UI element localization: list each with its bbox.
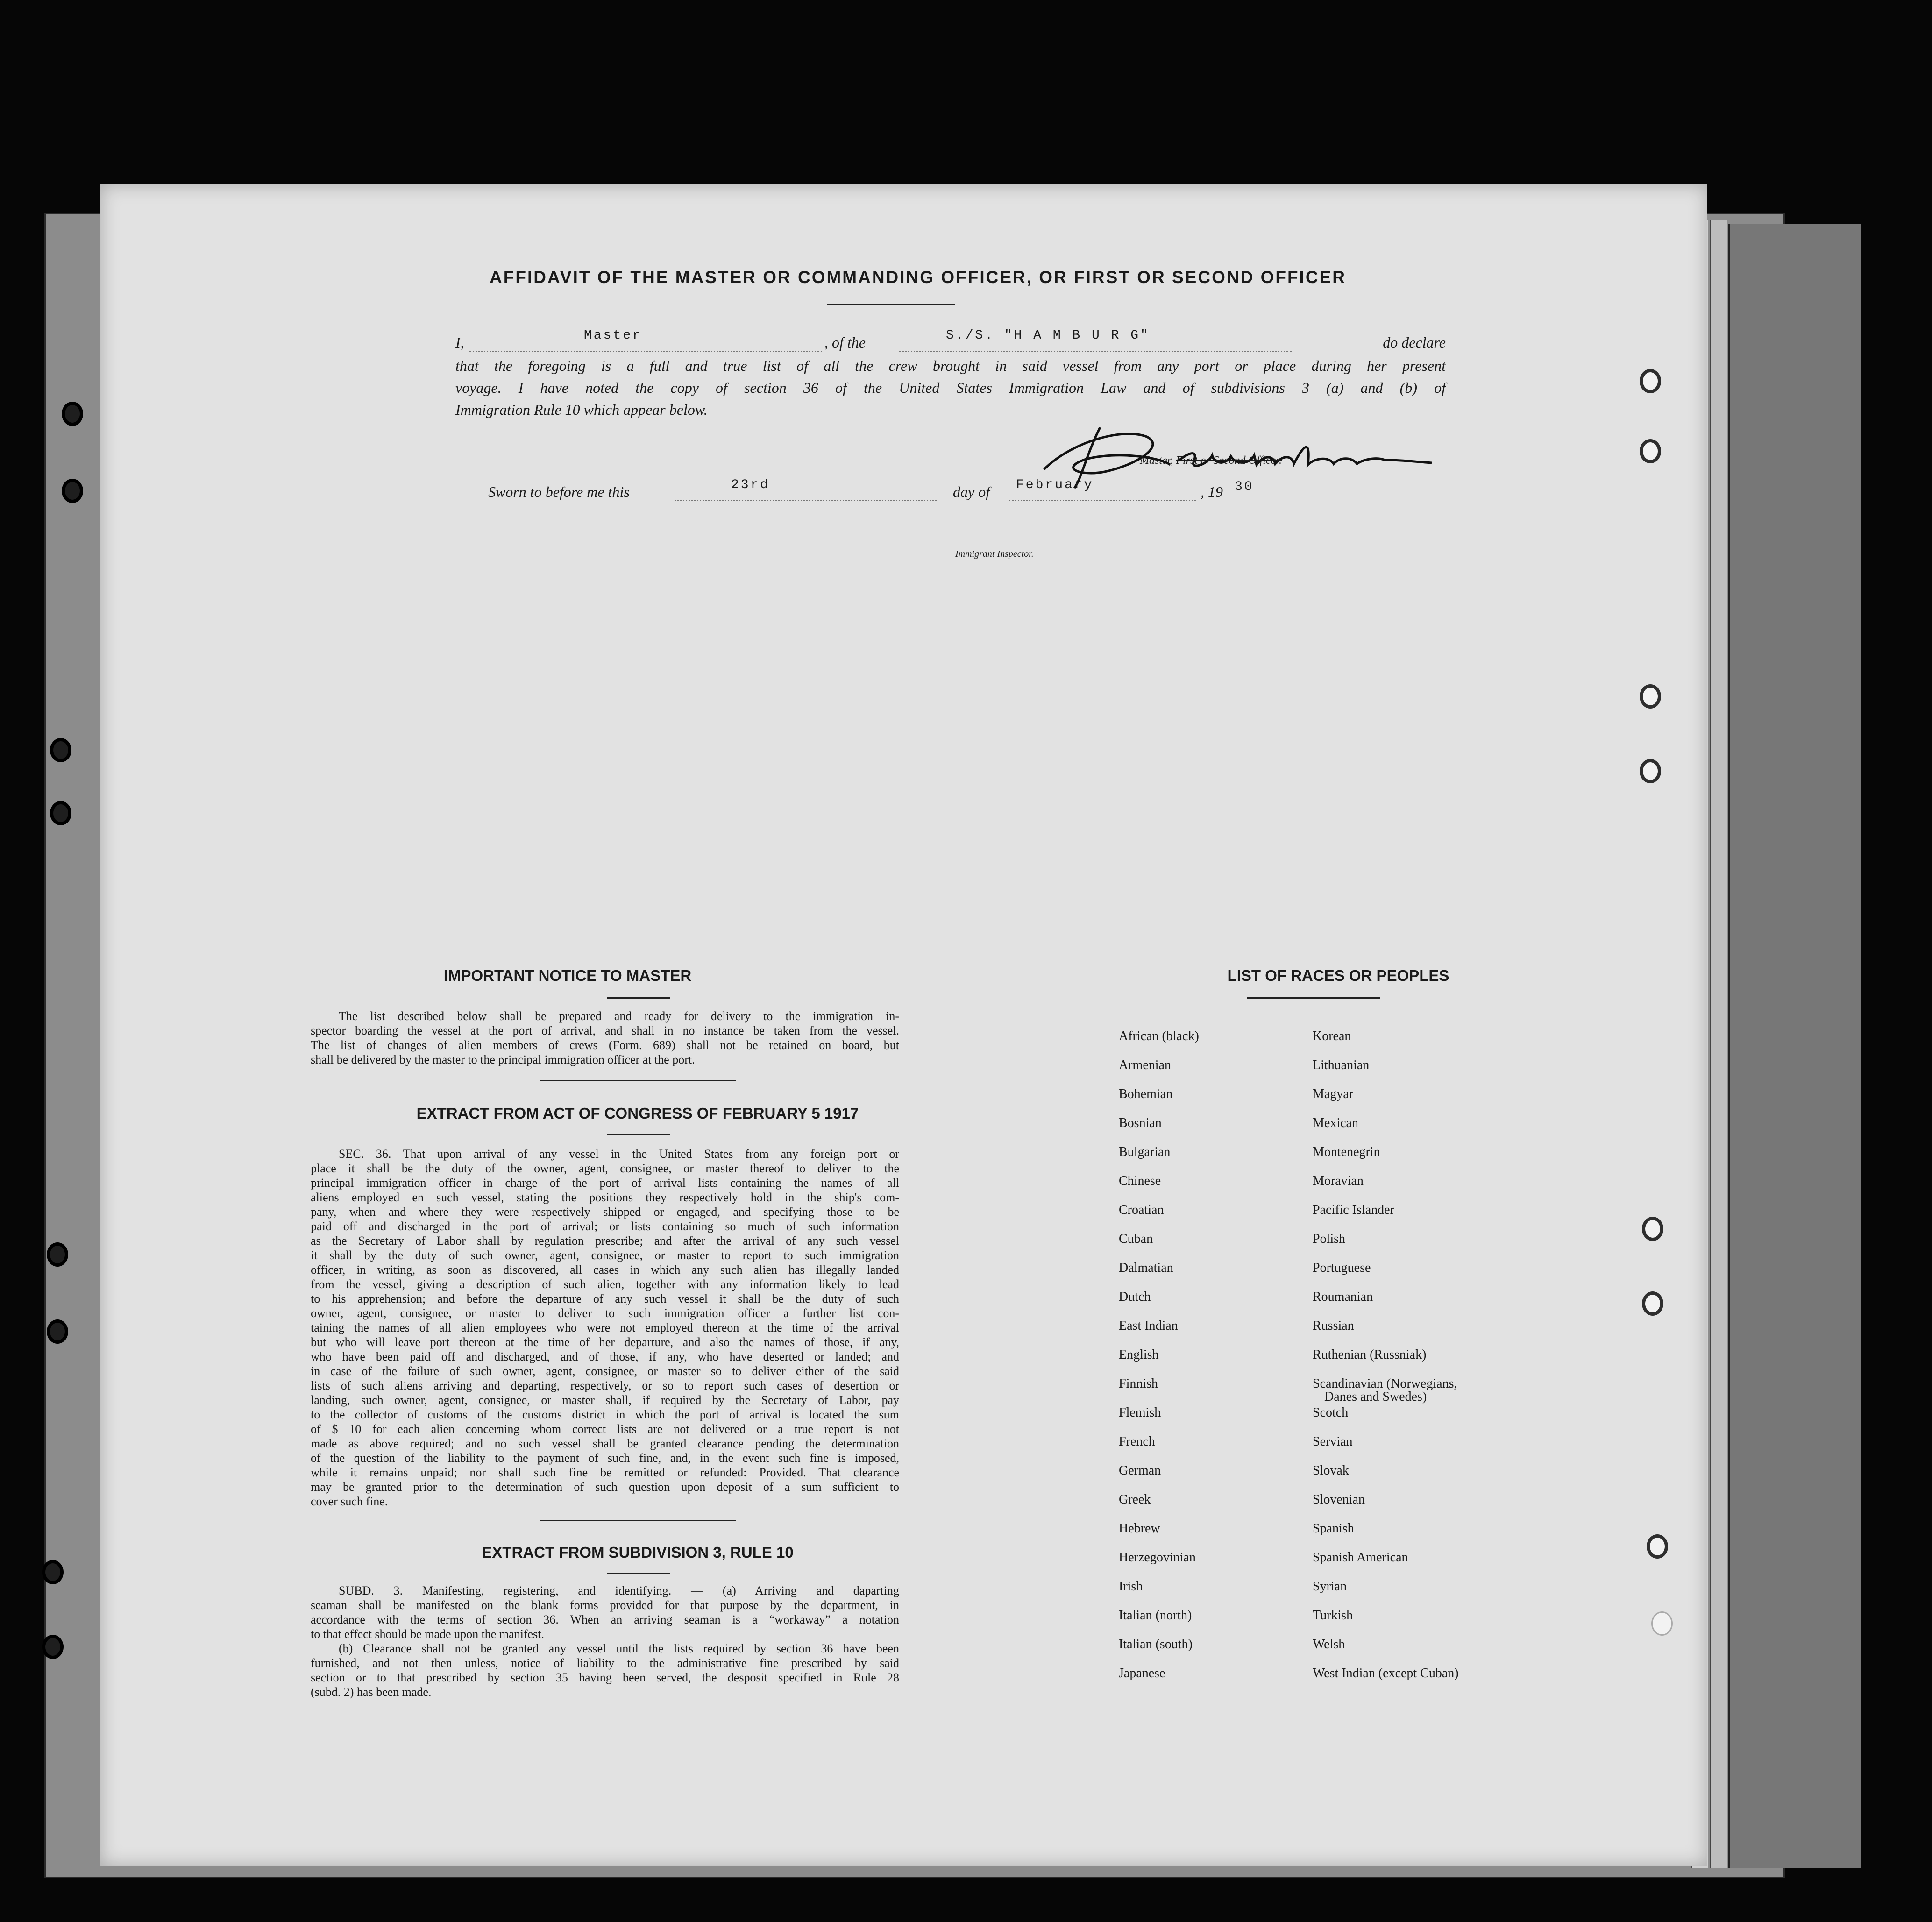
race-label: Moravian bbox=[1313, 1174, 1364, 1188]
race-label: Servian bbox=[1313, 1434, 1353, 1449]
race-label: Dalmatian bbox=[1119, 1261, 1173, 1275]
race-label: Spanish bbox=[1313, 1521, 1354, 1536]
sworn-mid: day of bbox=[953, 483, 990, 500]
race-item bbox=[1119, 1146, 1199, 1175]
sworn-day-line bbox=[675, 500, 937, 501]
race-item bbox=[1119, 1435, 1199, 1464]
paragraph-line: made as above required; and no such vessel shall be granted clearance pending the determination bbox=[311, 1437, 899, 1450]
races-underline bbox=[1247, 997, 1380, 999]
race-item bbox=[1313, 1667, 1459, 1696]
declarant-prefix: I, bbox=[455, 334, 464, 351]
paragraph-line: who have been paid off and discharged, and of those, if any, who have deserted or landed; and bbox=[311, 1350, 899, 1363]
paragraph-line: as the Secretary of Labor shall by regulation prescribe; and after the arrival of any such vessel bbox=[311, 1234, 899, 1248]
sworn-year-suffix: 30 bbox=[1235, 480, 1254, 494]
declare-text: do declare bbox=[1383, 334, 1446, 351]
race-label: Spanish American bbox=[1313, 1550, 1408, 1565]
notice-title: IMPORTANT NOTICE TO MASTER bbox=[443, 967, 692, 984]
race-label: Japanese bbox=[1119, 1666, 1165, 1681]
race-item bbox=[1313, 1493, 1459, 1522]
race-item bbox=[1313, 1262, 1459, 1291]
race-label: Russian bbox=[1313, 1319, 1354, 1333]
race-item bbox=[1119, 1406, 1199, 1435]
extract-rule-body bbox=[311, 1583, 899, 1699]
race-label: Dutch bbox=[1119, 1290, 1151, 1304]
race-label: West Indian (except Cuban) bbox=[1313, 1666, 1459, 1681]
race-item bbox=[1313, 1464, 1459, 1493]
race-label: Portuguese bbox=[1313, 1261, 1371, 1275]
vessel-prefix: , of the bbox=[824, 334, 866, 351]
race-item bbox=[1313, 1551, 1459, 1580]
binder-hole bbox=[42, 1560, 64, 1584]
paragraph-line: principal immigration officer in charge of the port of arrival lists containing the names of all bbox=[311, 1176, 899, 1190]
paragraph-line: of the question of the liability to the payment of such fine, and, in the event such fine is imposed, bbox=[311, 1451, 899, 1465]
inspector-caption: Immigrant Inspector. bbox=[955, 549, 1034, 559]
extract-act-underline bbox=[607, 1134, 670, 1135]
binder-hole bbox=[62, 402, 83, 426]
race-label: Cuban bbox=[1119, 1232, 1153, 1246]
binder-hole bbox=[1640, 684, 1661, 709]
race-item bbox=[1313, 1319, 1459, 1348]
paragraph-line: section or to that prescribed by section 35 having been served, the desposit specified in Rule 28 bbox=[311, 1671, 899, 1684]
section-divider bbox=[540, 1080, 736, 1081]
affidavit-line4: Immigration Rule 10 which appear below. bbox=[455, 401, 708, 418]
affidavit-title: AFFIDAVIT OF THE MASTER OR COMMANDING OFFICER, OR FIRST OR SECOND OFFICER bbox=[490, 268, 1346, 287]
notice-line: spector boarding the vessel at the port of arrival, and shall in no instance be taken from the vessel. bbox=[311, 1024, 899, 1037]
paragraph-line: while it remains unpaid; nor shall such fine be remitted or refunded: Provided. That clearance bbox=[311, 1466, 899, 1479]
race-label: Turkish bbox=[1313, 1608, 1353, 1623]
sworn-prefix: Sworn to before me this bbox=[488, 483, 630, 500]
paragraph-line: officer, in writing, as soon as discovered, all cases in which any such alien has illegally landed bbox=[311, 1263, 899, 1277]
race-item bbox=[1313, 1377, 1459, 1406]
binder-hole bbox=[47, 1319, 68, 1344]
race-label: Irish bbox=[1119, 1579, 1143, 1594]
race-item bbox=[1119, 1522, 1199, 1551]
race-label: African (black) bbox=[1119, 1029, 1199, 1043]
paragraph-line: (subd. 2) has been made. bbox=[311, 1685, 432, 1699]
race-item bbox=[1313, 1059, 1459, 1088]
race-item bbox=[1313, 1406, 1459, 1435]
race-label: Greek bbox=[1119, 1492, 1151, 1507]
paragraph-line: to his apprehension; and before the departure of any such vessel it shall be the duty of such bbox=[311, 1292, 899, 1305]
race-label: Slovenian bbox=[1313, 1492, 1365, 1507]
binder-hole bbox=[1640, 759, 1661, 783]
race-label: Magyar bbox=[1313, 1087, 1354, 1101]
race-label: Bohemian bbox=[1119, 1087, 1173, 1101]
paragraph-line: lists of such aliens arriving and departing, respectively, or so to report such cases of desertion or bbox=[311, 1379, 899, 1392]
race-label: East Indian bbox=[1119, 1319, 1178, 1333]
notice-line: The list of changes of alien members of crews (Form. 689) shall not be retained on board, but bbox=[311, 1038, 899, 1052]
paragraph-line: to the collector of customs of the customs district in which the port of arrival is located the sum bbox=[311, 1408, 899, 1421]
notice-line: The list described below shall be prepared and ready for delivery to the immigration in- bbox=[339, 1009, 899, 1023]
race-item bbox=[1313, 1030, 1459, 1059]
race-item bbox=[1119, 1638, 1199, 1667]
race-item bbox=[1119, 1667, 1199, 1696]
race-label: Slovak bbox=[1313, 1463, 1349, 1478]
race-item bbox=[1119, 1175, 1199, 1204]
race-item bbox=[1119, 1580, 1199, 1609]
officer-rank: Master bbox=[584, 328, 642, 343]
race-label: Polish bbox=[1313, 1232, 1346, 1246]
race-label: Italian (north) bbox=[1119, 1608, 1192, 1623]
paragraph-line: furnished, and not then unless, notice of liability to the administrative fine prescribed by said bbox=[311, 1656, 899, 1670]
affidavit-line3: voyage. I have noted the copy of section 36 of the United States Immigration Law and of subdivisions 3 (a) and (b) of bbox=[455, 379, 1446, 396]
race-item bbox=[1119, 1377, 1199, 1406]
paragraph-line: SEC. 36. That upon arrival of any vessel in the United States from any foreign port or bbox=[339, 1147, 899, 1161]
binder-hole bbox=[1651, 1611, 1673, 1636]
races-left-column bbox=[1119, 1030, 1199, 1696]
signature-caption bbox=[1140, 454, 1282, 467]
affidavit-line1 bbox=[455, 328, 1446, 355]
race-label: Finnish bbox=[1119, 1376, 1158, 1391]
paragraph-line: landing, such owner, agent, consignee, or master shall, if required by the Secretary of Labor, pay bbox=[311, 1393, 899, 1407]
section-divider bbox=[540, 1520, 736, 1521]
race-item bbox=[1313, 1609, 1459, 1638]
binder-hole bbox=[1642, 1291, 1663, 1316]
race-label: Bulgarian bbox=[1119, 1145, 1171, 1159]
race-item bbox=[1119, 1088, 1199, 1117]
paragraph-line: to that effect should be made upon the manifest. bbox=[311, 1627, 544, 1641]
paragraph-line: from the vessel, giving a description of such alien, together with any information likely to lead bbox=[311, 1277, 899, 1291]
race-item bbox=[1313, 1204, 1459, 1233]
race-label: Italian (south) bbox=[1119, 1637, 1193, 1652]
signature-caption-struck: First or Second Officer. bbox=[1176, 454, 1282, 467]
race-item bbox=[1119, 1493, 1199, 1522]
race-item bbox=[1313, 1175, 1459, 1204]
paragraph-line: cover such fine. bbox=[311, 1495, 388, 1508]
race-label: Flemish bbox=[1119, 1405, 1161, 1420]
races-right-column bbox=[1313, 1030, 1459, 1696]
sworn-year-prefix: , 19 bbox=[1200, 483, 1223, 500]
races-title: LIST OF RACES OR PEOPLES bbox=[1227, 967, 1449, 984]
paragraph-line: owner, agent, consignee, or master to deliver to such immigration officer a further list con- bbox=[311, 1306, 899, 1320]
paragraph-line: may be granted prior to the determination of such question upon deposit of a sum sufficient to bbox=[311, 1480, 899, 1494]
race-label: Scandinavian (Norwegians, bbox=[1313, 1376, 1457, 1391]
race-label: French bbox=[1119, 1434, 1155, 1449]
race-item bbox=[1119, 1609, 1199, 1638]
affidavit-line2: that the foregoing is a full and true list of all the crew brought in said vessel from any port or place during her present bbox=[455, 357, 1446, 374]
race-item bbox=[1313, 1580, 1459, 1609]
race-item bbox=[1119, 1204, 1199, 1233]
race-item bbox=[1313, 1233, 1459, 1262]
race-label: Hebrew bbox=[1119, 1521, 1160, 1536]
race-label: Korean bbox=[1313, 1029, 1351, 1043]
background-page-stack bbox=[1728, 224, 1861, 1868]
race-item bbox=[1119, 1348, 1199, 1377]
race-item bbox=[1313, 1117, 1459, 1146]
race-item bbox=[1119, 1030, 1199, 1059]
extract-rule-underline bbox=[607, 1573, 670, 1574]
race-label: Mexican bbox=[1313, 1116, 1358, 1130]
paragraph-line: SUBD. 3. Manifesting, registering, and identifying. — (a) Arriving and daparting bbox=[339, 1584, 899, 1597]
race-label: Ruthenian (Russniak) bbox=[1313, 1348, 1427, 1362]
paragraph-line: paid off and discharged in the port of arrival; or lists containing so much of such information bbox=[311, 1220, 899, 1233]
race-item bbox=[1313, 1146, 1459, 1175]
race-label: Herzegovinian bbox=[1119, 1550, 1196, 1565]
paragraph-line: aliens employed en such vessel, stating the positions they respectively hold in the ship's com- bbox=[311, 1191, 899, 1204]
race-item bbox=[1119, 1319, 1199, 1348]
race-label: Croatian bbox=[1119, 1203, 1164, 1217]
signature-caption-master: Master, bbox=[1140, 454, 1173, 467]
race-label: Lithuanian bbox=[1313, 1058, 1370, 1072]
vessel-line bbox=[899, 351, 1292, 352]
paragraph-line: but who will leave port thereon at the time of her departure, and also the names of those, if any, bbox=[311, 1335, 899, 1349]
notice-body bbox=[311, 1009, 899, 1067]
paragraph-line: (b) Clearance shall not be granted any vessel until the lists required by section 36 have been bbox=[339, 1642, 899, 1655]
affidavit-body bbox=[455, 355, 1446, 421]
race-item bbox=[1313, 1638, 1459, 1667]
paragraph-line: seaman shall be manifested on the blank forms provided for that purpose by the department, in bbox=[311, 1598, 899, 1612]
paragraph-line: place it shall be the duty of the owner, agent, consignee, or master thereof to deliver to the bbox=[311, 1162, 899, 1175]
sworn-month-line bbox=[1009, 500, 1196, 501]
race-item bbox=[1313, 1348, 1459, 1377]
race-label: Roumanian bbox=[1313, 1290, 1373, 1304]
paragraph-line: pany, when and where they were respectively shipped or engaged, and specifying those to be bbox=[311, 1205, 899, 1219]
binder-hole bbox=[50, 801, 71, 825]
binder-hole bbox=[42, 1635, 64, 1659]
title-underline bbox=[827, 304, 955, 305]
extract-act-body bbox=[311, 1147, 899, 1509]
race-label: Armenian bbox=[1119, 1058, 1171, 1072]
race-label: Montenegrin bbox=[1313, 1145, 1380, 1159]
notice-line: shall be delivered by the master to the principal immigration officer at the port. bbox=[311, 1053, 695, 1066]
extract-rule-title: EXTRACT FROM SUBDIVISION 3, RULE 10 bbox=[482, 1544, 794, 1561]
race-label: Syrian bbox=[1313, 1579, 1347, 1594]
binder-hole bbox=[47, 1242, 68, 1267]
race-label: Welsh bbox=[1313, 1637, 1345, 1652]
race-item bbox=[1119, 1291, 1199, 1319]
paragraph-line: accordance with the terms of section 36. When an arriving seaman is a “workaway” a notation bbox=[311, 1613, 899, 1626]
binder-hole bbox=[1640, 439, 1661, 463]
paragraph-line: taining the names of all alien employees who were not employed thereon at the time of the arrival bbox=[311, 1321, 899, 1334]
extract-act-title: EXTRACT FROM ACT OF CONGRESS OF FEBRUARY 5 1917 bbox=[416, 1105, 859, 1122]
race-label: English bbox=[1119, 1348, 1159, 1362]
paragraph-line: of $ 10 for each alien concerning whom correct lists are not delivered or a true report is not bbox=[311, 1422, 899, 1436]
sworn-line bbox=[488, 478, 1329, 507]
page-edge bbox=[1710, 220, 1727, 1868]
race-item bbox=[1313, 1522, 1459, 1551]
binder-hole bbox=[50, 738, 71, 762]
vessel-name: S./S. "H A M B U R G" bbox=[946, 328, 1150, 343]
race-item bbox=[1119, 1262, 1199, 1291]
race-item bbox=[1119, 1233, 1199, 1262]
paragraph-line: it shall by the duty of such owner, agent, consignee, or master to report to such immigration bbox=[311, 1248, 899, 1262]
race-label: Pacific Islander bbox=[1313, 1203, 1394, 1217]
affidavit-page bbox=[100, 184, 1707, 1866]
race-item bbox=[1119, 1464, 1199, 1493]
race-item bbox=[1313, 1291, 1459, 1319]
paragraph-line: in case of the failure of such owner, agent, consignee, or master so to deliver either of the said bbox=[311, 1364, 899, 1378]
sworn-month: February bbox=[1016, 478, 1094, 492]
race-item bbox=[1313, 1088, 1459, 1117]
binder-hole bbox=[1642, 1217, 1663, 1241]
binder-hole bbox=[1647, 1534, 1668, 1559]
race-item bbox=[1119, 1059, 1199, 1088]
race-item bbox=[1119, 1117, 1199, 1146]
sworn-day: 23rd bbox=[731, 478, 770, 492]
race-item bbox=[1119, 1551, 1199, 1580]
notice-underline bbox=[607, 997, 670, 999]
race-label: Bosnian bbox=[1119, 1116, 1162, 1130]
binder-hole bbox=[62, 479, 83, 503]
rank-line bbox=[469, 351, 822, 352]
race-label-continued: Danes and Swedes) bbox=[1324, 1390, 1427, 1404]
binder-hole bbox=[1640, 369, 1661, 393]
race-label: Scotch bbox=[1313, 1405, 1349, 1420]
race-label: Chinese bbox=[1119, 1174, 1161, 1188]
race-label: German bbox=[1119, 1463, 1161, 1478]
race-item bbox=[1313, 1435, 1459, 1464]
